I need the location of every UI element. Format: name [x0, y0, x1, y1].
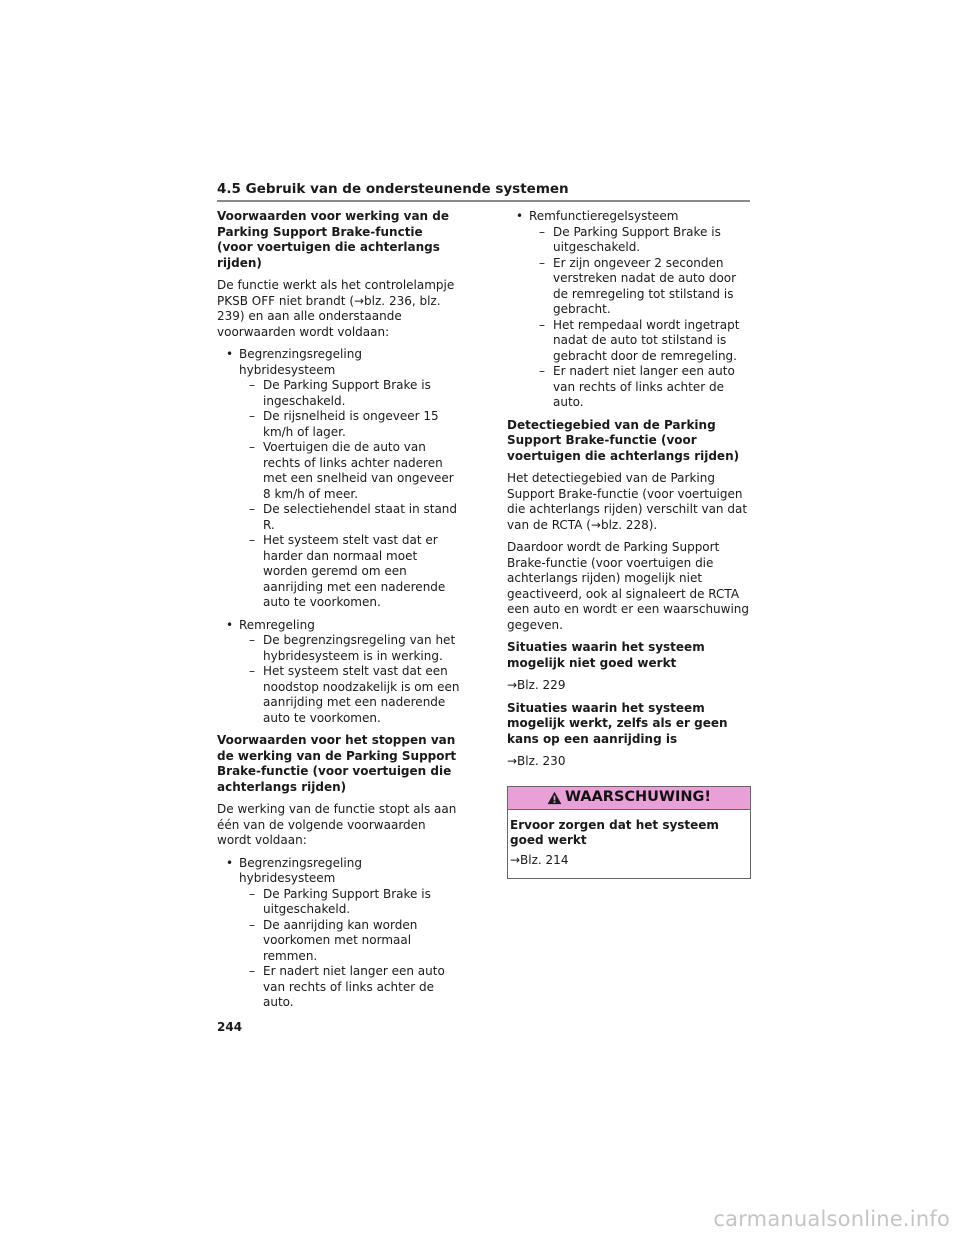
warning-heading: Ervoor zorgen dat het systeem goed werkt [510, 817, 719, 847]
dash-item: – De selectiehendel staat in stand R. [217, 502, 462, 533]
left-column [217, 209, 462, 1018]
warning-body [508, 810, 750, 879]
watermark-text: carmanualsonline.info [713, 1207, 950, 1231]
dash-item: – Het systeem stelt vast dat er harder dan normaal moet worden geremd om een aanrijding met een naderende auto te voorkomen. [217, 533, 462, 611]
dash-item: – De Parking Support Brake is uitgeschakeld. [217, 887, 462, 918]
paragraph-stop-intro: De werking van de functie stopt als aan één van de volgende voorwaarden wordt voldaan: [217, 802, 457, 847]
heading-may-not-work: Situaties waarin het systeem mogelijk niet goed werkt [507, 640, 705, 670]
dash-item: – Er nadert niet langer een auto van rechts of links achter de auto. [217, 964, 462, 1011]
dash-item: – Het systeem stelt vast dat een noodstop noodzakelijk is om een aanrijding met een naderende auto te voorkomen. [217, 664, 462, 726]
dash-item: – De aanrijding kan worden voorkomen met normaal remmen. [217, 918, 462, 965]
right-column [507, 209, 751, 879]
heading-may-work-unnecessarily: Situaties waarin het systeem mogelijk werkt, zelfs als er geen kans op een aanrijding is [507, 700, 728, 746]
bullet-item: • Begrenzingsregeling hybridesysteem [217, 856, 462, 887]
page-reference: →Blz. 230 [507, 754, 566, 768]
dash-item: – Er nadert niet langer een auto van rechts of links achter de auto. [507, 364, 751, 411]
bullet-group-4 [507, 209, 751, 411]
dash-item: – De rijsnelheid is ongeveer 15 km/h of lager. [217, 409, 462, 440]
dash-item: – Voertuigen die de auto van rechts of links achter naderen met een snelheid van ongeveer 8 km/h of meer. [217, 440, 462, 502]
bullet-group-1 [217, 347, 462, 611]
bullet-group-3 [217, 856, 462, 1011]
warning-box [507, 786, 751, 880]
heading-operating-conditions: Voorwaarden voor werking van de Parking Support Brake-functie (voor voertuigen die achterlangs rijden) [217, 209, 450, 270]
warning-reference: →Blz. 214 [510, 852, 569, 867]
warning-header [508, 787, 750, 810]
page-number: 244 [217, 1020, 243, 1034]
bullet-item: • Begrenzingsregeling hybridesysteem [217, 347, 462, 378]
heading-detection-area: Detectiegebied van de Parking Support Brake-functie (voor voertuigen die achterlangs rijden) [507, 417, 740, 463]
dash-item: – Er zijn ongeveer 2 seconden verstreken nadat de auto door de remregeling tot stilstand is gebracht. [507, 256, 751, 318]
page-header [217, 178, 750, 202]
paragraph-activation-note: Daardoor wordt de Parking Support Brake-functie (voor voertuigen die achterlangs rijden) mogelijk niet geactiveerd, ook al signaleert de RCTA een auto en wordt er een waarschuwing gegeven. [507, 540, 750, 632]
section-title: 4.5 Gebruik van de ondersteunende systemen [217, 181, 569, 197]
warning-triangle-icon [547, 791, 562, 805]
bullet-item: • Remregeling [217, 618, 462, 634]
heading-stop-conditions: Voorwaarden voor het stoppen van de werking van de Parking Support Brake-functie (voor voertuigen die achterlangs rijden) [217, 733, 457, 794]
bullet-item: • Remfunctieregelsysteem [507, 209, 751, 225]
warning-title: WAARSCHUWING! [565, 788, 711, 805]
paragraph-conditions-intro: De functie werkt als het controlelampje PKSB OFF niet brandt (→blz. 236, blz. 239) en aan alle onderstaande voorwaarden wordt voldaan: [217, 278, 455, 339]
dash-item: – De Parking Support Brake is uitgeschakeld. [507, 225, 751, 256]
dash-item: – Het rempedaal wordt ingetrapt nadat de auto tot stilstand is gebracht door de remregeling. [507, 318, 751, 365]
page-reference: →Blz. 229 [507, 678, 566, 692]
bullet-group-2 [217, 618, 462, 727]
dash-item: – De Parking Support Brake is ingeschakeld. [217, 378, 462, 409]
paragraph-detection-area: Het detectiegebied van de Parking Support Brake-functie (voor voertuigen die achterlangs rijden) verschilt van dat van de RCTA (→blz. 228). [507, 471, 748, 532]
dash-item: – De begrenzingsregeling van het hybridesysteem is in werking. [217, 633, 462, 664]
